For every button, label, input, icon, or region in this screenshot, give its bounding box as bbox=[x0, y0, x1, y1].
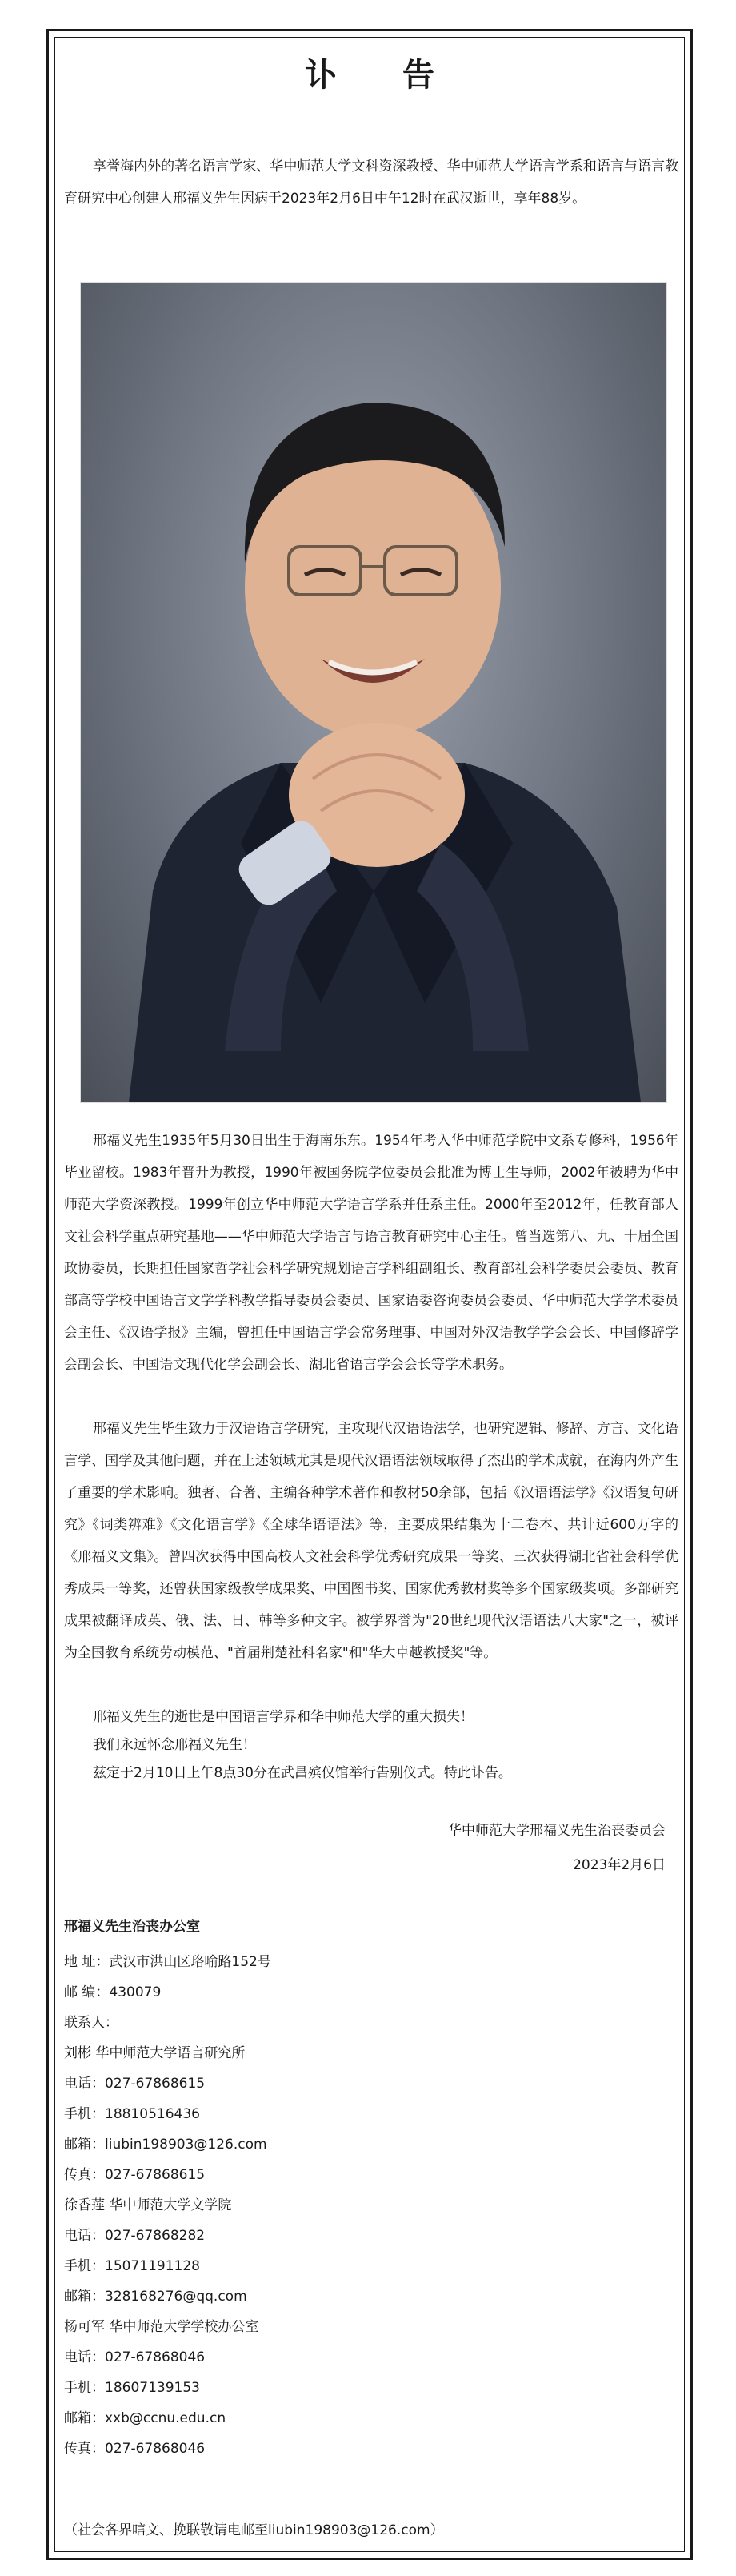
contact-phone: 电话：027-67868615 bbox=[64, 2076, 206, 2092]
office-postcode: 邮 编：430079 bbox=[64, 1984, 162, 2000]
achievements-paragraph: 邢福义先生毕生致力于汉语语言学研究，主攻现代汉语语法学，也研究逻辑、修辞、方言、文化语言学、国学及其他问题，并在上述领域尤其是现代汉语语法领域取得了杰出的学术成就，在海内外产生了重要的学术影响。独著、合著、主编各种学术著作和教材50余部，包括《汉语语法学》《汉语复句研究》《词类辨难》《文化语言学》《全球华语语法》等，主要成果结集为十二卷本、共计近600万字的《邢福义文集》。曾四次获得中国高校人文社会科学优秀研究成果一等奖、三次获得湖北省社会科学优秀成果一等奖，还曾获国家级教学成果奖、中国图书奖、国家优秀教材奖等多个国家级奖项。多部研究成果被翻译成英、俄、法、日、韩等多种文字。被学界誉为"20世纪现代汉语语法八大家"之一，被评为全国教育系统劳动模范、"首届荆楚社科名家"和"华大卓越教授奖"等。 bbox=[64, 1421, 678, 1661]
contact-email[interactable]: 邮箱：328168276@qq.com bbox=[64, 2289, 247, 2305]
remembrance-statement: 我们永远怀念邢福义先生！ bbox=[93, 1737, 256, 1753]
contact-phone: 电话：027-67868282 bbox=[64, 2228, 206, 2244]
office-address: 地 址：武汉市洪山区珞喻路152号 bbox=[64, 1954, 271, 1970]
intro-paragraph: 享誉海内外的著名语言学家、华中师范大学文科资深教授、华中师范大学语言学系和语言与语言教育研究中心创建人邢福义先生因病于2023年2月6日中午12时在武汉逝世，享年88岁。 bbox=[64, 158, 678, 207]
condolence-note: （社会各界唁文、挽联敬请电邮至liubin198903@126.com） bbox=[64, 2522, 444, 2538]
ceremony-notice: 兹定于2月10日上午8点30分在武昌殡仪馆举行告别仪式。特此讣告。 bbox=[93, 1765, 512, 1781]
portrait-illustration bbox=[81, 283, 666, 1102]
biography-paragraph: 邢福义先生1935年5月30日出生于海南乐东。1954年考入华中师范学院中文系专修科，1956年毕业留校。1983年晋升为教授，1990年被国务院学位委员会批准为博士生导师，2002年被聘为华中师范大学资深教授。1999年创立华中师范大学语言学系并任系主任。2000年至2012年，任教育部人文社会科学重点研究基地——华中师范大学语言与语言教育研究中心主任。曾当选第八、九、十届全国政协委员，长期担任国家哲学社会科学研究规划语言学科组副组长、教育部社会科学委员会委员、教育部高等学校中国语言文学学科教学指导委员会委员、国家语委咨询委员会委员、华中师范大学学术委员会主任、《汉语学报》主编，曾担任中国语言学会常务理事、中国对外汉语教学学会会长、中国修辞学会副会长、中国语文现代化学会副会长、湖北省语言学会会长等学术职务。 bbox=[64, 1133, 678, 1373]
contact-fax: 传真：027-67868046 bbox=[64, 2441, 206, 2457]
loss-statement: 邢福义先生的逝世是中国语言学界和华中师范大学的重大损失！ bbox=[93, 1709, 474, 1725]
contact-mobile: 手机：18810516436 bbox=[64, 2106, 200, 2122]
contact-name: 徐香莲 华中师范大学文学院 bbox=[64, 2197, 232, 2213]
contact-phone: 电话：027-67868046 bbox=[64, 2349, 206, 2365]
notice-date: 2023年2月6日 bbox=[573, 1857, 666, 1873]
portrait-photo bbox=[80, 282, 667, 1103]
page-title: 讣 告 bbox=[305, 57, 462, 94]
contact-fax: 传真：027-67868615 bbox=[64, 2167, 206, 2183]
contact-email[interactable]: 邮箱：xxb@ccnu.edu.cn bbox=[64, 2410, 226, 2426]
contact-name: 杨可军 华中师范大学学校办公室 bbox=[64, 2319, 259, 2335]
contact-email[interactable]: 邮箱：liubin198903@126.com bbox=[64, 2137, 267, 2153]
office-title: 邢福义先生治丧办公室 bbox=[64, 1919, 200, 1935]
committee-signature: 华中师范大学邢福义先生治丧委员会 bbox=[448, 1823, 666, 1839]
contact-mobile: 手机：15071191128 bbox=[64, 2258, 200, 2274]
contacts-label: 联系人： bbox=[64, 2015, 118, 2031]
contact-name: 刘彬 华中师范大学语言研究所 bbox=[64, 2045, 246, 2061]
contact-mobile: 手机：18607139153 bbox=[64, 2380, 200, 2396]
